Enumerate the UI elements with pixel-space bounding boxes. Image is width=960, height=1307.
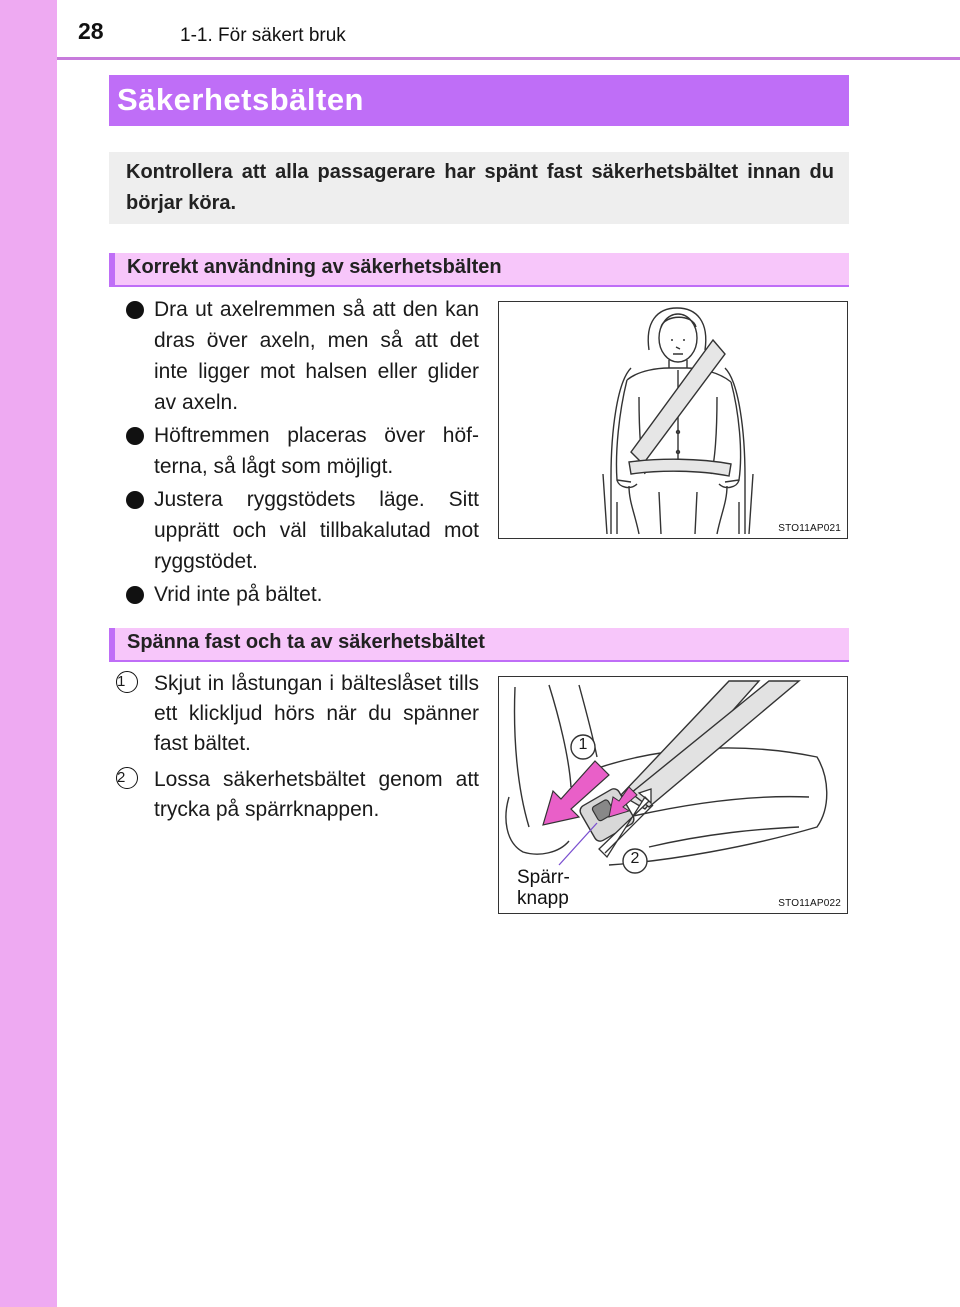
list-item-text: Justera ryggstödets läge. Sitt upprätt och väl tillbakalutad mot ryggstödet. (154, 488, 479, 573)
list-item (126, 579, 479, 610)
list-item-text: Vrid inte på bältet. (154, 583, 323, 606)
list-item (126, 484, 479, 577)
list-item-text: Lossa säkerhetsbältet genom att trycka på spärrknappen. (154, 768, 479, 821)
bullet-icon (126, 491, 144, 509)
subheading-correct-use-text: Korrekt användning av säkerhetsbälten (127, 256, 502, 278)
bullet-icon (126, 427, 144, 445)
fasten-steps-list (116, 669, 479, 831)
section-label: 1-1. För säkert bruk (180, 25, 346, 46)
figure-buckle (498, 676, 848, 914)
list-item (126, 294, 479, 418)
lock-button-label (517, 867, 570, 909)
correct-use-list (126, 294, 479, 612)
step-number: 2 (116, 767, 138, 789)
list-item-text: Skjut in låstungan i bälteslåset tills ett klickljud hörs när du spänner fast bältet. (154, 672, 479, 755)
subheading-correct-use (109, 253, 849, 287)
page-number: 28 (78, 18, 104, 44)
intro-text: Kontrollera att alla passagerare har spänt fast säkerhetsbältet innan du börjar köra. (126, 161, 834, 214)
subheading-fasten-text: Spänna fast och ta av säkerhetsbältet (127, 631, 485, 653)
bullet-icon (126, 586, 144, 604)
figure-code: STO11AP021 (778, 523, 841, 534)
bullet-icon (126, 301, 144, 319)
list-item-text: Höftremmen placeras över höf-terna, så lågt som möjligt. (154, 424, 479, 478)
subheading-fasten (109, 628, 849, 662)
list-item-text: Dra ut axelremmen så att den kan dras över axeln, men så att det inte ligger mot halsen eller glider av axeln. (154, 298, 479, 414)
header-rule (57, 57, 960, 60)
page-title: Säkerhetsbälten (117, 82, 364, 117)
sidebar-strip (0, 0, 57, 1307)
step-number: 1 (116, 671, 138, 693)
seated-person-illustration (499, 302, 846, 537)
lock-button-label-line2: knapp (517, 888, 569, 909)
callout-1: 1 (578, 736, 588, 753)
list-item (116, 669, 479, 759)
list-item (116, 765, 479, 825)
callout-2: 2 (630, 850, 640, 867)
lock-button-label-line1: Spärr- (517, 867, 570, 888)
list-item (126, 420, 479, 482)
figure-seated-person (498, 301, 848, 539)
figure-code: STO11AP022 (778, 898, 841, 909)
